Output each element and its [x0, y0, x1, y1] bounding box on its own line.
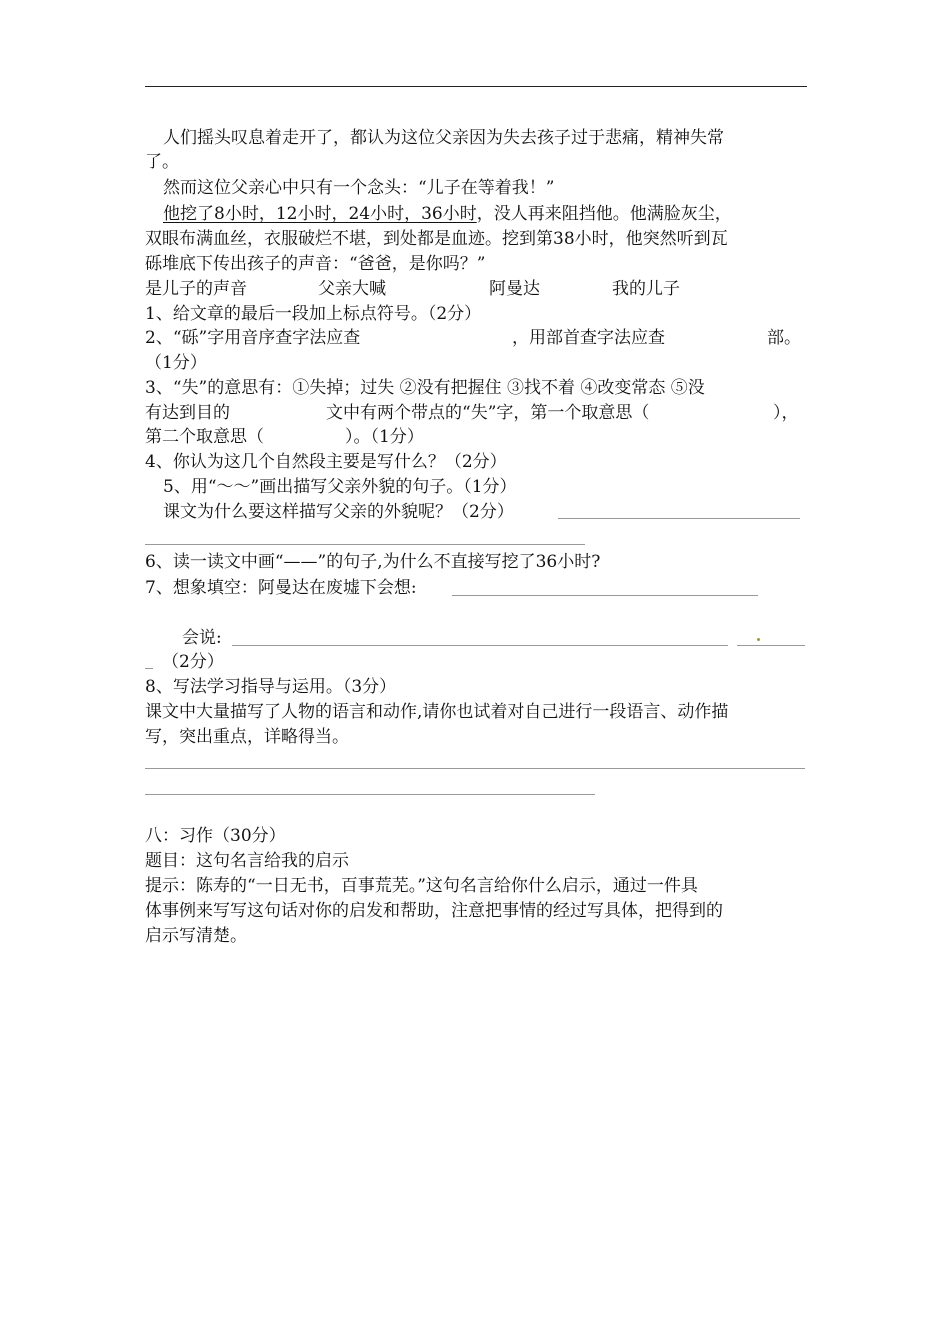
question-3-line1: 3、“失”的意思有：①失掉；过失 ②没有把握住 ③找不着 ④改变常态 ⑤没 [145, 378, 705, 398]
passage-p3-rest: ，没人再来阻挡他。他满脸灰尘， [476, 204, 732, 224]
passage-p2: 然而这位父亲心中只有一个念头：“儿子在等着我！” [163, 178, 555, 198]
passage-p3-line2: 双眼布满血丝，衣服破烂不堪，到处都是血迹。挖到第38小时，他突然听到瓦 [145, 229, 728, 249]
question-6: 6、读一读文中画“——”的句子,为什么不直接写挖了36小时? [145, 552, 601, 572]
answer-line-q5-2[interactable] [145, 544, 585, 545]
passage-p1-line2: 了。 [145, 152, 179, 172]
passage-p1-line1: 人们摇头叹息着走开了，都认为这位父亲因为失去孩子过于悲痛，精神失常 [163, 128, 724, 148]
question-7-score: （2分） [162, 652, 224, 672]
question-2-c: 部。 [767, 328, 801, 348]
composition-hint-line1: 提示：陈寿的“一日无书，百事荒芜。”这句名言给你什么启示，通过一件具 [145, 876, 698, 896]
question-4: 4、你认为这几个自然段主要是写什么？（2分） [145, 452, 507, 472]
question-2-b: ，用部首查字法应查 [512, 328, 665, 348]
passage-p4-part2: 父亲大喊 [318, 279, 386, 299]
question-8: 8、写法学习指导与运用。（3分） [145, 677, 397, 697]
composition-heading: 八：习作（30分） [145, 826, 286, 846]
passage-p3-line1 [163, 202, 732, 226]
question-3-line3b: ）。（1分） [345, 427, 424, 447]
question-7-say: 会说: [182, 628, 222, 648]
question-3-line2a: 有达到目的 [145, 403, 230, 423]
passage-p3-line3: 砾堆底下传出孩子的声音：“爸爸，是你吗？” [145, 254, 486, 274]
composition-topic: 题目：这句名言给我的启示 [145, 851, 349, 871]
question-3-line3a: 第二个取意思（ [145, 427, 264, 447]
answer-line-q5[interactable] [558, 518, 800, 519]
composition-hint-line3: 启示写清楚。 [145, 926, 247, 946]
question-2-a: 2、“砾”字用音序查字法应查 [145, 328, 361, 348]
answer-line-q8-2[interactable] [145, 794, 595, 795]
passage-p4-part4: 我的儿子 [612, 279, 680, 299]
question-8-line1: 课文中大量描写了人物的语言和动作,请你也试着对自己进行一段语言、动作描 [145, 702, 729, 722]
question-1: 1、给文章的最后一段加上标点符号。（2分） [145, 304, 482, 324]
underlined-sentence: 他挖了8小时，12小时，24小时，36小时 [163, 204, 477, 224]
question-3-line2c: ）， [773, 403, 799, 423]
answer-line-q7-say-3[interactable] [145, 668, 153, 669]
answer-line-q7-say-2[interactable] [737, 645, 805, 646]
question-7: 7、想象填空：阿曼达在废墟下会想: [145, 578, 417, 598]
answer-line-q7-say[interactable] [232, 645, 728, 646]
question-8-line2: 写，突出重点，详略得当。 [145, 727, 349, 747]
passage-p4-part3: 阿曼达 [489, 279, 540, 299]
passage-p4-part1: 是儿子的声音 [145, 279, 247, 299]
composition-hint-line2: 体事例来写写这句话对你的启发和帮助，注意把事情的经过写具体，把得到的 [145, 901, 723, 921]
stray-dot [757, 638, 760, 641]
header-rule [145, 86, 807, 87]
question-3-line2b: 文中有两个带点的“失”字，第一个取意思（ [326, 403, 650, 423]
question-2-score: （1分） [145, 353, 207, 373]
answer-line-q8-1[interactable] [145, 768, 805, 769]
answer-line-q7-think[interactable] [452, 595, 758, 596]
question-5: 5、用“～～”画出描写父亲外貌的句子。（1分） [163, 477, 517, 497]
question-5-b: 课文为什么要这样描写父亲的外貌呢？（2分） [163, 502, 514, 522]
